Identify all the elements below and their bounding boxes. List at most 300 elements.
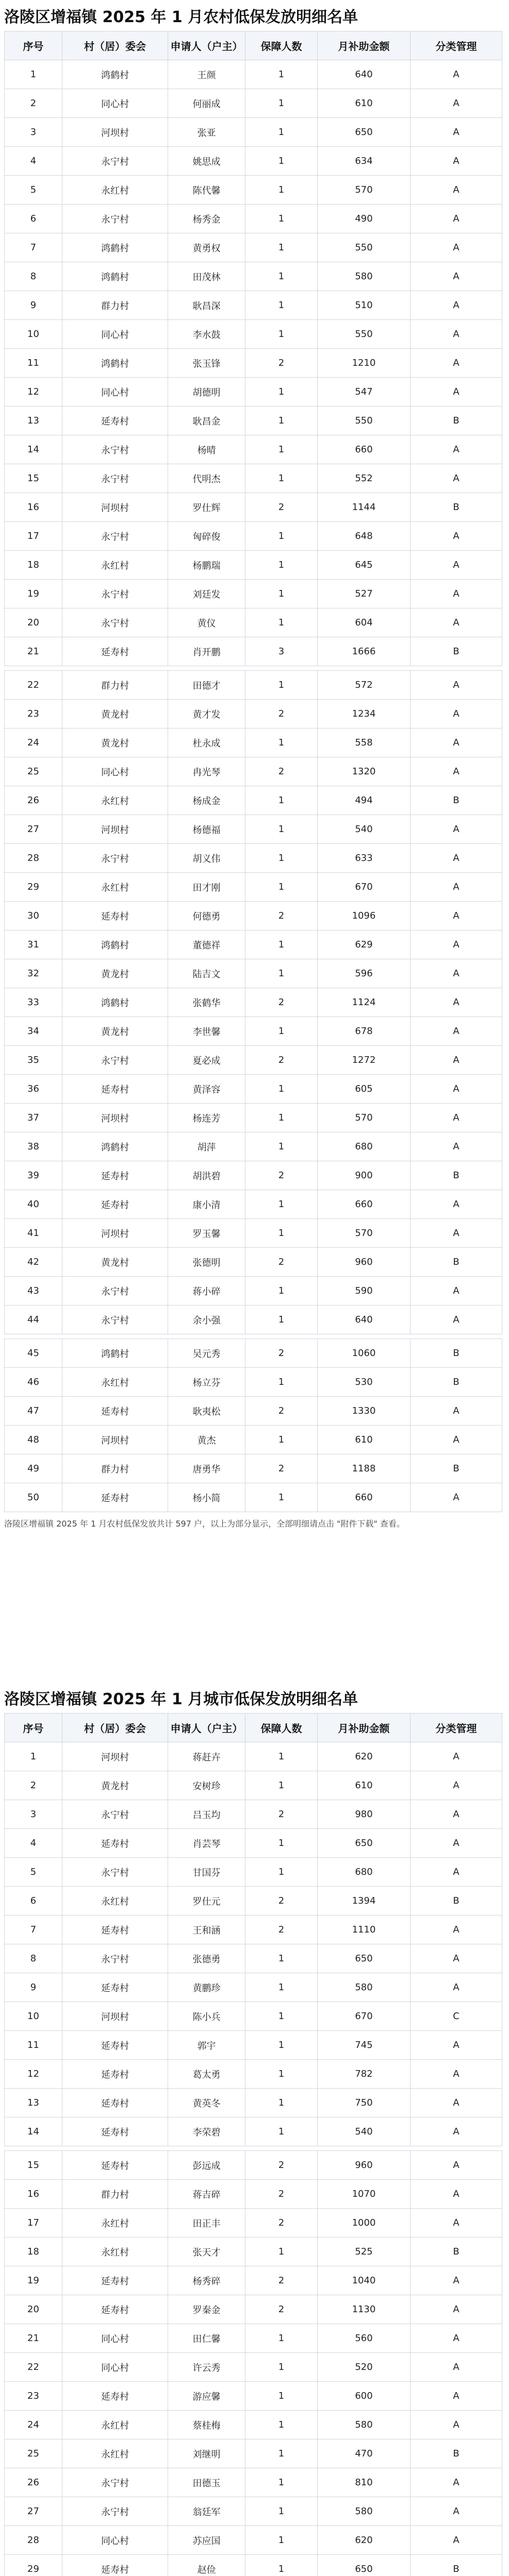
cell-applicant: 耿昌金 <box>168 406 245 435</box>
cell-amount: 550 <box>318 406 411 435</box>
cell-persons: 1 <box>245 1858 318 1887</box>
cell-index: 11 <box>5 2031 62 2060</box>
table-row <box>5 1190 502 1219</box>
cell-index: 12 <box>5 378 62 406</box>
cell-persons: 1 <box>245 320 318 349</box>
cell-amount: 660 <box>318 1190 411 1219</box>
cell-persons: 1 <box>245 580 318 608</box>
cell-applicant: 李水鼓 <box>168 320 245 349</box>
table-row <box>5 700 502 728</box>
cell-village: 永宁村 <box>62 2468 168 2497</box>
cell-persons: 2 <box>245 2295 318 2324</box>
cell-amount: 633 <box>318 844 411 873</box>
cell-village: 永红村 <box>62 176 168 205</box>
cell-amount: 558 <box>318 728 411 757</box>
cell-amount: 640 <box>318 1306 411 1334</box>
cell-persons: 1 <box>245 176 318 205</box>
table-row <box>5 671 502 700</box>
cell-persons: 1 <box>245 378 318 406</box>
cell-applicant: 陆吉文 <box>168 959 245 988</box>
cell-class: A <box>411 608 502 637</box>
cell-amount: 750 <box>318 2089 411 2117</box>
cell-applicant: 耿夷松 <box>168 1397 245 1426</box>
cell-amount: 494 <box>318 786 411 815</box>
cell-index: 46 <box>5 1368 62 1397</box>
cell-amount: 596 <box>318 959 411 988</box>
cell-village: 黄龙村 <box>62 728 168 757</box>
cell-applicant: 甘国芬 <box>168 1858 245 1887</box>
table-row <box>5 2411 502 2439</box>
cell-amount: 610 <box>318 1771 411 1800</box>
cell-applicant: 杨秀金 <box>168 205 245 233</box>
cell-class: A <box>411 1742 502 1771</box>
cell-applicant: 杨秀碎 <box>168 2266 245 2295</box>
cell-persons: 1 <box>245 2468 318 2497</box>
cell-class: A <box>411 671 502 700</box>
cell-persons: 1 <box>245 291 318 320</box>
table-row <box>5 147 502 176</box>
header-amount: 月补助金额 <box>318 1714 411 1742</box>
cell-applicant: 张德勇 <box>168 1944 245 1973</box>
cell-applicant: 张亚 <box>168 118 245 147</box>
cell-class: A <box>411 902 502 930</box>
cell-amount: 1096 <box>318 902 411 930</box>
cell-applicant: 黄仪 <box>168 608 245 637</box>
cell-amount: 600 <box>318 2382 411 2411</box>
cell-class: B <box>411 1339 502 1368</box>
cell-class: A <box>411 930 502 959</box>
cell-class: A <box>411 1397 502 1426</box>
cell-index: 24 <box>5 728 62 757</box>
cell-index: 28 <box>5 2526 62 2555</box>
cell-persons: 2 <box>245 1800 318 1829</box>
cell-index: 1 <box>5 60 62 89</box>
cell-amount: 648 <box>318 522 411 551</box>
cell-village: 永红村 <box>62 1887 168 1916</box>
cell-village: 同心村 <box>62 2324 168 2353</box>
table-row <box>5 1219 502 1248</box>
cell-amount: 1070 <box>318 2180 411 2209</box>
cell-class: A <box>411 2411 502 2439</box>
cell-persons: 1 <box>245 2060 318 2089</box>
cell-applicant: 匈碎俊 <box>168 522 245 551</box>
table-row <box>5 873 502 902</box>
cell-village: 延寿村 <box>62 902 168 930</box>
header-persons: 保障人数 <box>245 1714 318 1742</box>
cell-class: A <box>411 1075 502 1104</box>
cell-index: 19 <box>5 2266 62 2295</box>
cell-amount: 610 <box>318 89 411 118</box>
cell-index: 40 <box>5 1190 62 1219</box>
cell-index: 10 <box>5 2002 62 2031</box>
cell-class: B <box>411 1248 502 1277</box>
table-row <box>5 320 502 349</box>
table-row <box>5 406 502 435</box>
cell-class: A <box>411 700 502 728</box>
table-row <box>5 637 502 666</box>
cell-applicant: 杨小简 <box>168 1483 245 1512</box>
cell-applicant: 郭宇 <box>168 2031 245 2060</box>
cell-class: A <box>411 2151 502 2180</box>
cell-index: 38 <box>5 1132 62 1161</box>
cell-index: 26 <box>5 2468 62 2497</box>
rural-header-row <box>5 31 502 60</box>
cell-persons: 1 <box>245 2089 318 2117</box>
table-row <box>5 1248 502 1277</box>
cell-applicant: 肖开鹏 <box>168 637 245 666</box>
cell-applicant: 杨德福 <box>168 815 245 844</box>
cell-amount: 650 <box>318 2555 411 2576</box>
header-applicant: 申请人（户主） <box>168 31 245 60</box>
cell-applicant: 耿昌深 <box>168 291 245 320</box>
cell-index: 8 <box>5 1944 62 1973</box>
cell-applicant: 葛太勇 <box>168 2060 245 2089</box>
cell-applicant: 田德才 <box>168 671 245 700</box>
cell-village: 延寿村 <box>62 1075 168 1104</box>
table-row <box>5 844 502 873</box>
cell-amount: 570 <box>318 176 411 205</box>
cell-class: A <box>411 1483 502 1512</box>
cell-persons: 1 <box>245 435 318 464</box>
cell-persons: 1 <box>245 522 318 551</box>
cell-persons: 1 <box>245 406 318 435</box>
table-row <box>5 2266 502 2295</box>
rural-footnote: 洛陵区增福镇 2025 年 1 月农村低保发放共计 597 户，以上为部分显示，全部明细请点击 "附件下载" 查看。 <box>4 1519 405 1529</box>
cell-applicant: 王颜 <box>168 60 245 89</box>
cell-village: 群力村 <box>62 2180 168 2209</box>
table-row <box>5 2382 502 2411</box>
cell-amount: 560 <box>318 2324 411 2353</box>
cell-persons: 1 <box>245 1277 318 1306</box>
cell-index: 50 <box>5 1483 62 1512</box>
cell-class: A <box>411 1306 502 1334</box>
cell-village: 延寿村 <box>62 1161 168 1190</box>
cell-applicant: 杨立芬 <box>168 1368 245 1397</box>
cell-amount: 1210 <box>318 349 411 378</box>
cell-index: 44 <box>5 1306 62 1334</box>
cell-persons: 2 <box>245 2266 318 2295</box>
cell-applicant: 赵俭 <box>168 2555 245 2576</box>
table-row <box>5 89 502 118</box>
separator-cell <box>5 666 502 671</box>
cell-index: 22 <box>5 671 62 700</box>
cell-applicant: 田仁馨 <box>168 2324 245 2353</box>
cell-index: 23 <box>5 700 62 728</box>
cell-applicant: 田茂林 <box>168 262 245 291</box>
cell-village: 永宁村 <box>62 435 168 464</box>
cell-class: A <box>411 205 502 233</box>
cell-persons: 2 <box>245 1161 318 1190</box>
cell-index: 20 <box>5 2295 62 2324</box>
cell-class: A <box>411 1800 502 1829</box>
cell-applicant: 杜永成 <box>168 728 245 757</box>
cell-village: 黄龙村 <box>62 700 168 728</box>
cell-persons: 1 <box>245 608 318 637</box>
cell-persons: 1 <box>245 233 318 262</box>
cell-amount: 527 <box>318 580 411 608</box>
cell-village: 同心村 <box>62 2526 168 2555</box>
table-row <box>5 1973 502 2002</box>
cell-village: 延寿村 <box>62 1829 168 1858</box>
cell-village: 延寿村 <box>62 2266 168 2295</box>
cell-class: A <box>411 2031 502 2060</box>
table-row <box>5 2151 502 2180</box>
cell-applicant: 黄才发 <box>168 700 245 728</box>
cell-persons: 1 <box>245 1104 318 1132</box>
cell-village: 同心村 <box>62 378 168 406</box>
cell-persons: 1 <box>245 2497 318 2526</box>
cell-amount: 610 <box>318 1426 411 1454</box>
cell-applicant: 田才刚 <box>168 873 245 902</box>
cell-applicant: 黄泽容 <box>168 1075 245 1104</box>
cell-index: 11 <box>5 349 62 378</box>
cell-amount: 782 <box>318 2060 411 2089</box>
cell-class: A <box>411 757 502 786</box>
cell-persons: 1 <box>245 2031 318 2060</box>
cell-amount: 540 <box>318 2117 411 2146</box>
cell-applicant: 张德明 <box>168 1248 245 1277</box>
cell-amount: 510 <box>318 291 411 320</box>
cell-village: 永宁村 <box>62 1277 168 1306</box>
table-row <box>5 118 502 147</box>
cell-applicant: 李荣碧 <box>168 2117 245 2146</box>
cell-persons: 1 <box>245 1368 318 1397</box>
table-row <box>5 2353 502 2382</box>
cell-amount: 650 <box>318 1944 411 1973</box>
cell-index: 49 <box>5 1454 62 1483</box>
cell-village: 永宁村 <box>62 1306 168 1334</box>
cell-persons: 2 <box>245 700 318 728</box>
cell-index: 29 <box>5 873 62 902</box>
cell-index: 21 <box>5 637 62 666</box>
cell-amount: 580 <box>318 2411 411 2439</box>
cell-index: 4 <box>5 147 62 176</box>
cell-persons: 1 <box>245 2526 318 2555</box>
cell-village: 鸿鹤村 <box>62 262 168 291</box>
cell-village: 黄龙村 <box>62 1771 168 1800</box>
cell-applicant: 黄鹏珍 <box>168 1973 245 2002</box>
urban-table-body <box>5 1742 502 2576</box>
cell-village: 延寿村 <box>62 1397 168 1426</box>
cell-village: 永红村 <box>62 786 168 815</box>
cell-persons: 1 <box>245 1426 318 1454</box>
cell-persons: 2 <box>245 2209 318 2238</box>
table-row <box>5 551 502 580</box>
cell-village: 鸿鹤村 <box>62 60 168 89</box>
cell-village: 河坝村 <box>62 815 168 844</box>
cell-class: A <box>411 349 502 378</box>
cell-class: A <box>411 1104 502 1132</box>
cell-index: 20 <box>5 608 62 637</box>
cell-village: 永宁村 <box>62 1046 168 1075</box>
cell-class: A <box>411 2468 502 2497</box>
group-separator <box>5 2146 502 2151</box>
cell-persons: 1 <box>245 873 318 902</box>
table-row <box>5 2555 502 2576</box>
cell-village: 同心村 <box>62 89 168 118</box>
cell-village: 鸿鹤村 <box>62 349 168 378</box>
cell-amount: 570 <box>318 1104 411 1132</box>
rural-title: 洛陵区增福镇 2025 年 1 月农村低保发放明细名单 <box>4 8 358 26</box>
cell-index: 27 <box>5 815 62 844</box>
cell-applicant: 夏必成 <box>168 1046 245 1075</box>
cell-village: 同心村 <box>62 757 168 786</box>
cell-persons: 1 <box>245 815 318 844</box>
cell-amount: 1320 <box>318 757 411 786</box>
table-row <box>5 1277 502 1306</box>
table-row <box>5 2031 502 2060</box>
cell-class: A <box>411 1426 502 1454</box>
cell-applicant: 田德玉 <box>168 2468 245 2497</box>
cell-class: A <box>411 291 502 320</box>
cell-index: 36 <box>5 1075 62 1104</box>
table-row <box>5 2439 502 2468</box>
cell-amount: 680 <box>318 1858 411 1887</box>
urban-title: 洛陵区增福镇 2025 年 1 月城市低保发放明细名单 <box>4 1690 358 1708</box>
cell-class: A <box>411 2266 502 2295</box>
cell-village: 永红村 <box>62 551 168 580</box>
cell-persons: 1 <box>245 1771 318 1800</box>
cell-amount: 1040 <box>318 2266 411 2295</box>
cell-village: 鸿鹤村 <box>62 930 168 959</box>
cell-village: 鸿鹤村 <box>62 988 168 1017</box>
table-row <box>5 522 502 551</box>
cell-index: 24 <box>5 2411 62 2439</box>
cell-village: 河坝村 <box>62 1426 168 1454</box>
separator-cell <box>5 2146 502 2151</box>
table-row <box>5 1916 502 1944</box>
table-row <box>5 1483 502 1512</box>
cell-amount: 1060 <box>318 1339 411 1368</box>
cell-village: 永宁村 <box>62 580 168 608</box>
table-row <box>5 728 502 757</box>
cell-applicant: 胡洪碧 <box>168 1161 245 1190</box>
cell-village: 永宁村 <box>62 522 168 551</box>
cell-amount: 525 <box>318 2238 411 2266</box>
cell-class: B <box>411 2555 502 2576</box>
cell-village: 永宁村 <box>62 1800 168 1829</box>
cell-persons: 1 <box>245 1017 318 1046</box>
cell-persons: 1 <box>245 844 318 873</box>
cell-persons: 1 <box>245 1742 318 1771</box>
cell-amount: 1272 <box>318 1046 411 1075</box>
cell-village: 永红村 <box>62 873 168 902</box>
cell-amount: 660 <box>318 435 411 464</box>
cell-class: B <box>411 2238 502 2266</box>
table-row <box>5 1800 502 1829</box>
separator-cell <box>5 1334 502 1339</box>
cell-index: 21 <box>5 2324 62 2353</box>
cell-applicant: 安树珍 <box>168 1771 245 1800</box>
cell-persons: 3 <box>245 637 318 666</box>
cell-village: 延寿村 <box>62 2089 168 2117</box>
header-index: 序号 <box>5 1714 62 1742</box>
cell-applicant: 姚思成 <box>168 147 245 176</box>
cell-class: A <box>411 728 502 757</box>
cell-village: 河坝村 <box>62 1742 168 1771</box>
table-row <box>5 1017 502 1046</box>
cell-amount: 960 <box>318 1248 411 1277</box>
cell-persons: 1 <box>245 262 318 291</box>
table-row <box>5 815 502 844</box>
cell-index: 48 <box>5 1426 62 1454</box>
cell-index: 39 <box>5 1161 62 1190</box>
cell-persons: 1 <box>245 959 318 988</box>
cell-index: 8 <box>5 262 62 291</box>
cell-village: 延寿村 <box>62 2555 168 2576</box>
header-amount: 月补助金额 <box>318 31 411 60</box>
table-row <box>5 902 502 930</box>
cell-applicant: 杨成金 <box>168 786 245 815</box>
cell-village: 永宁村 <box>62 464 168 493</box>
cell-applicant: 刘继明 <box>168 2439 245 2468</box>
cell-index: 2 <box>5 1771 62 1800</box>
cell-village: 永红村 <box>62 2209 168 2238</box>
table-row <box>5 1397 502 1426</box>
cell-persons: 1 <box>245 1483 318 1512</box>
cell-village: 河坝村 <box>62 1219 168 1248</box>
cell-persons: 1 <box>245 2555 318 2576</box>
cell-village: 永宁村 <box>62 608 168 637</box>
cell-index: 3 <box>5 118 62 147</box>
cell-amount: 620 <box>318 2526 411 2555</box>
cell-index: 5 <box>5 1858 62 1887</box>
cell-persons: 2 <box>245 2151 318 2180</box>
cell-applicant: 游应馨 <box>168 2382 245 2411</box>
cell-index: 17 <box>5 522 62 551</box>
cell-persons: 2 <box>245 493 318 522</box>
cell-village: 永宁村 <box>62 2497 168 2526</box>
cell-applicant: 代明杰 <box>168 464 245 493</box>
cell-persons: 1 <box>245 118 318 147</box>
cell-applicant: 黄勇权 <box>168 233 245 262</box>
cell-class: A <box>411 1944 502 1973</box>
cell-applicant: 黄杰 <box>168 1426 245 1454</box>
cell-amount: 570 <box>318 1219 411 1248</box>
cell-village: 永宁村 <box>62 1858 168 1887</box>
cell-class: A <box>411 176 502 205</box>
cell-class: A <box>411 1132 502 1161</box>
table-row <box>5 1742 502 1771</box>
cell-persons: 1 <box>245 2238 318 2266</box>
cell-class: A <box>411 1771 502 1800</box>
cell-village: 黄龙村 <box>62 959 168 988</box>
table-row <box>5 1771 502 1800</box>
cell-class: A <box>411 1858 502 1887</box>
table-row <box>5 1075 502 1104</box>
cell-amount: 1234 <box>318 700 411 728</box>
cell-applicant: 王和涵 <box>168 1916 245 1944</box>
cell-index: 47 <box>5 1397 62 1426</box>
cell-persons: 1 <box>245 1190 318 1219</box>
cell-applicant: 刘廷发 <box>168 580 245 608</box>
cell-persons: 1 <box>245 1075 318 1104</box>
cell-class: B <box>411 1368 502 1397</box>
cell-class: B <box>411 1161 502 1190</box>
cell-village: 延寿村 <box>62 1916 168 1944</box>
table-row <box>5 2468 502 2497</box>
urban-table <box>4 1713 502 2576</box>
cell-persons: 2 <box>245 1248 318 1277</box>
cell-amount: 1330 <box>318 1397 411 1426</box>
cell-village: 永红村 <box>62 1368 168 1397</box>
table-row <box>5 2117 502 2146</box>
cell-index: 32 <box>5 959 62 988</box>
cell-index: 29 <box>5 2555 62 2576</box>
cell-index: 12 <box>5 2060 62 2089</box>
cell-persons: 1 <box>245 728 318 757</box>
cell-amount: 660 <box>318 1483 411 1512</box>
